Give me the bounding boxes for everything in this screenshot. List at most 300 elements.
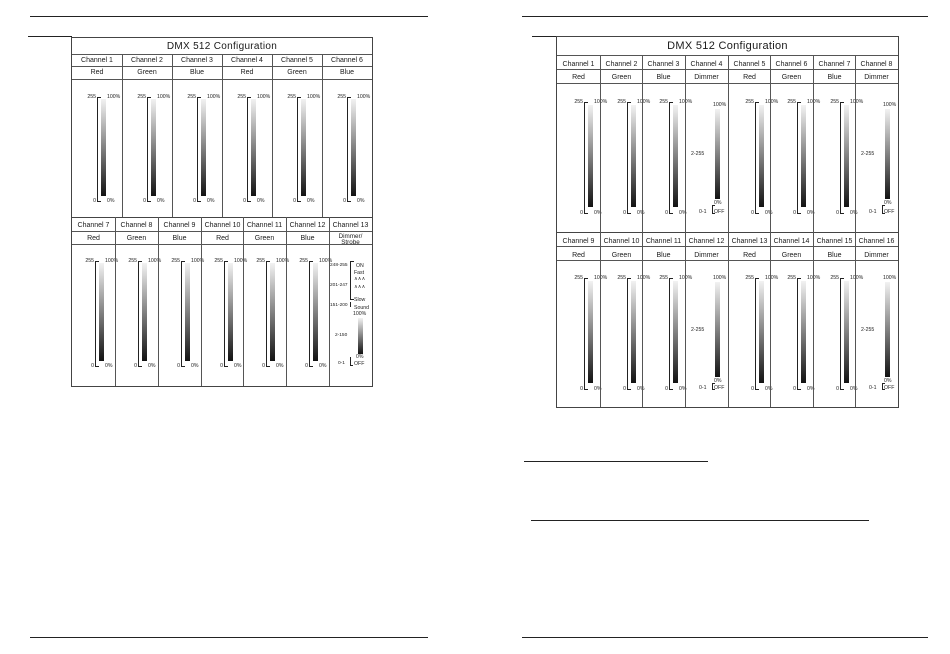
scale-min-value: 0	[143, 198, 146, 204]
slider-tick-bottom	[584, 389, 588, 390]
slider-tick-top	[309, 261, 313, 262]
scale-min-value: 0	[343, 198, 346, 204]
strobe-tick	[350, 365, 353, 366]
slider-tick-top	[797, 278, 801, 279]
channel-label: Channel 5	[281, 57, 313, 64]
slider-tick-bottom	[627, 389, 631, 390]
gradient-bar	[844, 105, 849, 207]
off-label: OFF	[884, 385, 895, 391]
channel-label: Channel 10	[603, 238, 640, 245]
scale-min-percent: 0%	[765, 386, 773, 392]
scale-max-percent: 100%	[850, 275, 864, 281]
scale-min-percent: 0%	[105, 363, 113, 369]
scale-min-value: 0	[134, 363, 137, 369]
scale-max-value: 255	[830, 99, 839, 105]
channel-label: Channel 14	[773, 238, 810, 245]
channel-label: Channel 10	[204, 222, 241, 229]
scale-max-percent: 100%	[807, 275, 821, 281]
channel-label: Channel 13	[332, 222, 369, 229]
function-label: Dimmer	[864, 74, 889, 81]
off-tick-top	[712, 205, 715, 206]
channel-label: Channel 16	[858, 238, 895, 245]
function-label: Red	[216, 235, 229, 242]
slider-bracket	[584, 278, 585, 389]
scale-max-value: 255	[299, 258, 308, 264]
scale-max-percent: 100%	[357, 94, 371, 100]
scale-min-percent: 0%	[679, 210, 687, 216]
off-tick-top	[882, 383, 885, 384]
dimmer-min-percent: 0%	[884, 200, 892, 206]
scale-max-percent: 100%	[257, 94, 271, 100]
gradient-bar	[151, 99, 156, 196]
scale-max-percent: 100%	[679, 275, 693, 281]
slider-bracket	[95, 261, 96, 366]
scale-max-percent: 100%	[107, 94, 121, 100]
scale-min-value: 0	[93, 198, 96, 204]
slider-bracket	[840, 278, 841, 389]
channel-label: Channel 1	[562, 61, 595, 68]
strobe-fast-label: Fast	[354, 270, 365, 276]
dimmer-range-label: 2-255	[691, 327, 705, 333]
scale-max-value: 255	[287, 94, 296, 100]
gradient-bar	[673, 105, 678, 207]
scale-max-value: 255	[617, 275, 626, 281]
scale-min-value: 0	[243, 198, 246, 204]
off-label: OFF	[714, 209, 725, 215]
scale-min-value: 0	[262, 363, 265, 369]
scale-min-value: 0	[793, 210, 796, 216]
slider-tick-bottom	[797, 389, 801, 390]
off-range-label: 0-1	[699, 385, 707, 391]
slider-tick-bottom	[669, 389, 673, 390]
range-label: 151-200	[330, 303, 348, 308]
scale-min-value: 0	[580, 386, 583, 392]
dimmer-gradient-bar	[715, 282, 720, 377]
strobe-tick	[350, 261, 354, 262]
scale-max-value: 255	[237, 94, 246, 100]
off-bracket	[712, 205, 713, 213]
strobe-off-bracket	[350, 357, 351, 365]
channel-label: Channel 6	[775, 61, 808, 68]
strobe-off-label: OFF	[354, 361, 365, 367]
function-label: Red	[240, 69, 254, 76]
function-label-line2: Strobe	[341, 239, 360, 246]
dimmer-gradient-bar	[885, 282, 890, 377]
scale-max-value: 255	[574, 99, 583, 105]
function-label: Green	[611, 252, 632, 259]
scale-min-value: 0	[580, 210, 583, 216]
function-label: Dimmer	[694, 252, 719, 259]
channel-label: Channel 13	[731, 238, 768, 245]
function-label: Red	[87, 235, 100, 242]
slider-tick-bottom	[309, 366, 313, 367]
scale-max-value: 255	[337, 94, 346, 100]
slider-bracket	[669, 102, 670, 213]
slider-tick-bottom	[266, 366, 270, 367]
off-tick-top	[712, 383, 715, 384]
function-divider-2	[72, 244, 372, 245]
gradient-bar	[759, 281, 764, 383]
strobe-arrows: ∧∧∧	[354, 276, 366, 282]
function-label: Blue	[172, 235, 187, 242]
scale-min-value: 0	[793, 386, 796, 392]
scale-min-value: 0	[836, 210, 839, 216]
channel-label: Channel 4	[231, 57, 263, 64]
gradient-bar	[251, 99, 256, 196]
function-label: Dimmer	[864, 252, 889, 259]
function-label: Red	[90, 69, 104, 76]
scale-max-value: 255	[187, 94, 196, 100]
function-label: Blue	[827, 74, 842, 81]
slider-bracket	[755, 102, 756, 213]
dimmer-max-percent: 100%	[713, 275, 727, 281]
function-label: Red	[572, 74, 585, 81]
scale-min-percent: 0%	[357, 198, 365, 204]
slider-tick-top	[138, 261, 142, 262]
slider-bracket	[97, 97, 98, 201]
scale-max-percent: 100%	[307, 94, 321, 100]
slider-tick-bottom	[181, 366, 185, 367]
slider-bracket	[755, 278, 756, 389]
scale-min-percent: 0%	[207, 198, 215, 204]
slider-bracket	[309, 261, 310, 366]
scale-max-value: 255	[214, 258, 223, 264]
slider-bracket	[247, 97, 248, 201]
scale-min-percent: 0%	[307, 198, 315, 204]
slider-tick-bottom	[297, 201, 301, 202]
dimmer-max-percent: 100%	[883, 102, 897, 108]
scale-min-value: 0	[751, 386, 754, 392]
slider-tick-bottom	[224, 366, 228, 367]
slider-tick-bottom	[840, 389, 844, 390]
scale-max-value: 255	[830, 275, 839, 281]
channel-label: Channel 2	[131, 57, 163, 64]
slider-tick-top	[627, 102, 631, 103]
slider-tick-top	[224, 261, 228, 262]
gradient-bar	[844, 281, 849, 383]
scale-max-value: 255	[659, 99, 668, 105]
channel-label: Channel 8	[120, 222, 153, 229]
channel-label: Channel 8	[860, 61, 893, 68]
slider-tick-bottom	[584, 213, 588, 214]
slider-bracket	[584, 102, 585, 213]
scale-min-percent: 0%	[191, 363, 199, 369]
function-label: Green	[781, 252, 802, 259]
scale-max-value: 255	[128, 258, 137, 264]
channel-label: Channel 7	[818, 61, 851, 68]
header-divider-2	[72, 231, 372, 232]
range-label: 248-255	[330, 263, 348, 268]
slider-tick-bottom	[755, 389, 759, 390]
slider-tick-top	[97, 97, 101, 98]
channel-label: Channel 7	[77, 222, 110, 229]
scale-min-value: 0	[836, 386, 839, 392]
off-label: OFF	[884, 209, 895, 215]
scale-min-percent: 0%	[276, 363, 284, 369]
gradient-bar	[588, 105, 593, 207]
function-label: Blue	[300, 235, 315, 242]
dimmer-range-label: 2-255	[861, 327, 875, 333]
column-divider	[222, 54, 223, 217]
slider-bracket	[297, 97, 298, 201]
scale-max-value: 255	[574, 275, 583, 281]
scale-max-value: 255	[745, 275, 754, 281]
function-label: Blue	[656, 252, 671, 259]
scale-min-value: 0	[193, 198, 196, 204]
slider-tick-top	[347, 97, 351, 98]
table-title: DMX 512 Configuration	[667, 40, 788, 52]
slider-tick-top	[266, 261, 270, 262]
slider-tick-top	[181, 261, 185, 262]
scale-max-value: 255	[85, 258, 94, 264]
gradient-bar	[313, 263, 318, 361]
bottom-rule-left	[30, 637, 428, 638]
top-rule-left	[30, 16, 428, 17]
slider-tick-bottom	[95, 366, 99, 367]
dmx-config-table-left	[71, 37, 373, 387]
dimmer-max-percent: 100%	[713, 102, 727, 108]
slider-tick-bottom	[97, 201, 101, 202]
gradient-bar	[142, 263, 147, 361]
slider-bracket	[797, 278, 798, 389]
scale-min-percent: 0%	[850, 386, 858, 392]
function-label: Green	[611, 74, 632, 81]
slider-tick-top	[197, 97, 201, 98]
scale-max-value: 255	[137, 94, 146, 100]
scale-min-percent: 0%	[594, 210, 602, 216]
strobe-on-label: ON	[356, 263, 364, 269]
dimmer-min-percent: 0%	[884, 378, 892, 384]
dimmer-gradient-bar	[715, 109, 720, 199]
scale-min-value: 0	[623, 386, 626, 392]
gradient-bar	[801, 281, 806, 383]
slider-tick-bottom	[797, 213, 801, 214]
function-label-line1: Dimmer/	[338, 233, 363, 240]
strobe-bracket-speed	[350, 302, 351, 307]
scale-max-percent: 100%	[765, 99, 779, 105]
gradient-bar	[201, 99, 206, 196]
range-label: 201-247	[330, 283, 348, 288]
slider-tick-bottom	[840, 213, 844, 214]
scale-max-percent: 100%	[594, 99, 608, 105]
gradient-bar	[301, 99, 306, 196]
gradient-bar	[351, 99, 356, 196]
slider-tick-top	[584, 102, 588, 103]
channel-label: Channel 11	[645, 238, 682, 245]
gradient-bar	[759, 105, 764, 207]
slider-tick-top	[147, 97, 151, 98]
gradient-bar	[185, 263, 190, 361]
scale-max-value: 255	[617, 99, 626, 105]
scale-min-percent: 0%	[807, 210, 815, 216]
scale-min-percent: 0%	[637, 386, 645, 392]
channel-label: Channel 4	[690, 61, 723, 68]
slider-tick-bottom	[755, 213, 759, 214]
channel-label: Channel 3	[181, 57, 213, 64]
scale-min-value: 0	[293, 198, 296, 204]
function-label: Blue	[827, 252, 842, 259]
tab-mark-right	[532, 36, 558, 37]
channel-label: Channel 11	[246, 222, 283, 229]
slider-tick-top	[95, 261, 99, 262]
gradient-bar	[99, 263, 104, 361]
column-divider	[172, 54, 173, 217]
column-divider	[322, 54, 323, 217]
scale-max-value: 255	[787, 99, 796, 105]
slider-bracket	[266, 261, 267, 366]
scale-max-value: 255	[171, 258, 180, 264]
slider-bracket	[627, 102, 628, 213]
tab-mark-left	[28, 36, 72, 37]
function-label: Red	[572, 252, 585, 259]
dimmer-min-percent: 0%	[714, 200, 722, 206]
range-label: 2-150	[335, 333, 348, 338]
slider-tick-bottom	[197, 201, 201, 202]
scale-max-percent: 100%	[148, 258, 162, 264]
strobe-dimmer-bar	[358, 318, 363, 354]
channel-label: Channel 12	[688, 238, 725, 245]
scale-max-percent: 100%	[234, 258, 248, 264]
function-label: Blue	[339, 69, 354, 76]
row-divider	[72, 217, 372, 218]
slider-tick-top	[755, 278, 759, 279]
slider-bracket	[138, 261, 139, 366]
slider-tick-top	[840, 102, 844, 103]
section-underline	[531, 520, 869, 521]
scale-max-percent: 100%	[191, 258, 205, 264]
scale-max-value: 255	[256, 258, 265, 264]
slider-bracket	[669, 278, 670, 389]
function-label: Blue	[189, 69, 204, 76]
strobe-0-label: 0%	[356, 354, 364, 360]
dmx-config-table-right	[556, 36, 899, 408]
scale-min-value: 0	[177, 363, 180, 369]
dimmer-gradient-bar	[885, 109, 890, 199]
function-label: Blue	[656, 74, 671, 81]
scale-max-percent: 100%	[319, 258, 333, 264]
function-label: Red	[743, 252, 756, 259]
strobe-arrows: ∧∧∧	[354, 284, 366, 290]
slider-tick-bottom	[138, 366, 142, 367]
scale-min-value: 0	[623, 210, 626, 216]
scale-max-percent: 100%	[157, 94, 171, 100]
scale-min-percent: 0%	[148, 363, 156, 369]
scale-max-value: 255	[659, 275, 668, 281]
table-title: DMX 512 Configuration	[166, 41, 278, 52]
strobe-100-label: 100%	[353, 311, 367, 317]
slider-tick-bottom	[669, 213, 673, 214]
gradient-bar	[228, 263, 233, 361]
scale-max-percent: 100%	[637, 99, 651, 105]
slider-bracket	[840, 102, 841, 213]
slider-tick-top	[840, 278, 844, 279]
slider-bracket	[797, 102, 798, 213]
slider-bracket	[147, 97, 148, 201]
channel-label: Channel 12	[289, 222, 326, 229]
channel-label: Channel 2	[605, 61, 638, 68]
gradient-bar	[588, 281, 593, 383]
scale-min-percent: 0%	[637, 210, 645, 216]
heading-underline	[524, 461, 708, 462]
channel-label: Channel 5	[733, 61, 766, 68]
scale-max-value: 255	[745, 99, 754, 105]
scale-min-value: 0	[751, 210, 754, 216]
off-tick-top	[882, 205, 885, 206]
strobe-slow-label: Slow	[354, 297, 366, 303]
slider-tick-bottom	[627, 213, 631, 214]
slider-tick-top	[584, 278, 588, 279]
slider-tick-bottom	[347, 201, 351, 202]
slider-tick-bottom	[147, 201, 151, 202]
function-label: Green	[781, 74, 802, 81]
channel-label: Channel 6	[331, 57, 363, 64]
function-label: Green	[287, 69, 307, 76]
scale-min-value: 0	[665, 210, 668, 216]
off-range-label: 0-1	[869, 385, 877, 391]
scale-max-percent: 100%	[594, 275, 608, 281]
scale-max-percent: 100%	[679, 99, 693, 105]
slider-bracket	[224, 261, 225, 366]
scale-max-value: 255	[787, 275, 796, 281]
column-divider	[122, 54, 123, 217]
scale-max-percent: 100%	[276, 258, 290, 264]
scale-max-percent: 100%	[807, 99, 821, 105]
slider-bracket	[181, 261, 182, 366]
scale-min-value: 0	[305, 363, 308, 369]
scale-min-percent: 0%	[679, 386, 687, 392]
strobe-sound-label: Sound	[354, 305, 370, 311]
slider-bracket	[627, 278, 628, 389]
function-label: Green	[126, 235, 147, 242]
dimmer-min-percent: 0%	[714, 378, 722, 384]
channel-label: Channel 3	[647, 61, 680, 68]
slider-tick-top	[627, 278, 631, 279]
channel-label: Channel 15	[816, 238, 853, 245]
top-rule-right	[522, 16, 928, 17]
function-label: Red	[743, 74, 756, 81]
scale-max-percent: 100%	[207, 94, 221, 100]
scale-min-value: 0	[91, 363, 94, 369]
slider-tick-top	[755, 102, 759, 103]
channel-label: Channel 1	[81, 57, 113, 64]
scale-min-value: 0	[665, 386, 668, 392]
column-divider	[272, 54, 273, 217]
slider-tick-top	[297, 97, 301, 98]
off-range-label: 0-1	[699, 209, 707, 215]
scale-min-percent: 0%	[234, 363, 242, 369]
dimmer-range-label: 2-255	[691, 151, 705, 157]
channel-label: Channel 9	[562, 238, 595, 245]
scale-min-percent: 0%	[157, 198, 165, 204]
function-label: Dimmer	[694, 74, 719, 81]
slider-tick-bottom	[247, 201, 251, 202]
function-label: Green	[254, 235, 275, 242]
range-label: 0-1	[338, 361, 345, 366]
scale-min-percent: 0%	[765, 210, 773, 216]
strobe-bracket-on	[350, 261, 351, 299]
off-range-label: 0-1	[869, 209, 877, 215]
gradient-bar	[631, 105, 636, 207]
off-bracket	[882, 205, 883, 213]
bottom-rule-right	[522, 637, 928, 638]
slider-tick-top	[669, 102, 673, 103]
slider-tick-top	[797, 102, 801, 103]
scale-max-value: 255	[87, 94, 96, 100]
scale-min-percent: 0%	[807, 386, 815, 392]
slider-bracket	[197, 97, 198, 201]
gradient-bar	[801, 105, 806, 207]
channel-label: Channel 9	[163, 222, 196, 229]
